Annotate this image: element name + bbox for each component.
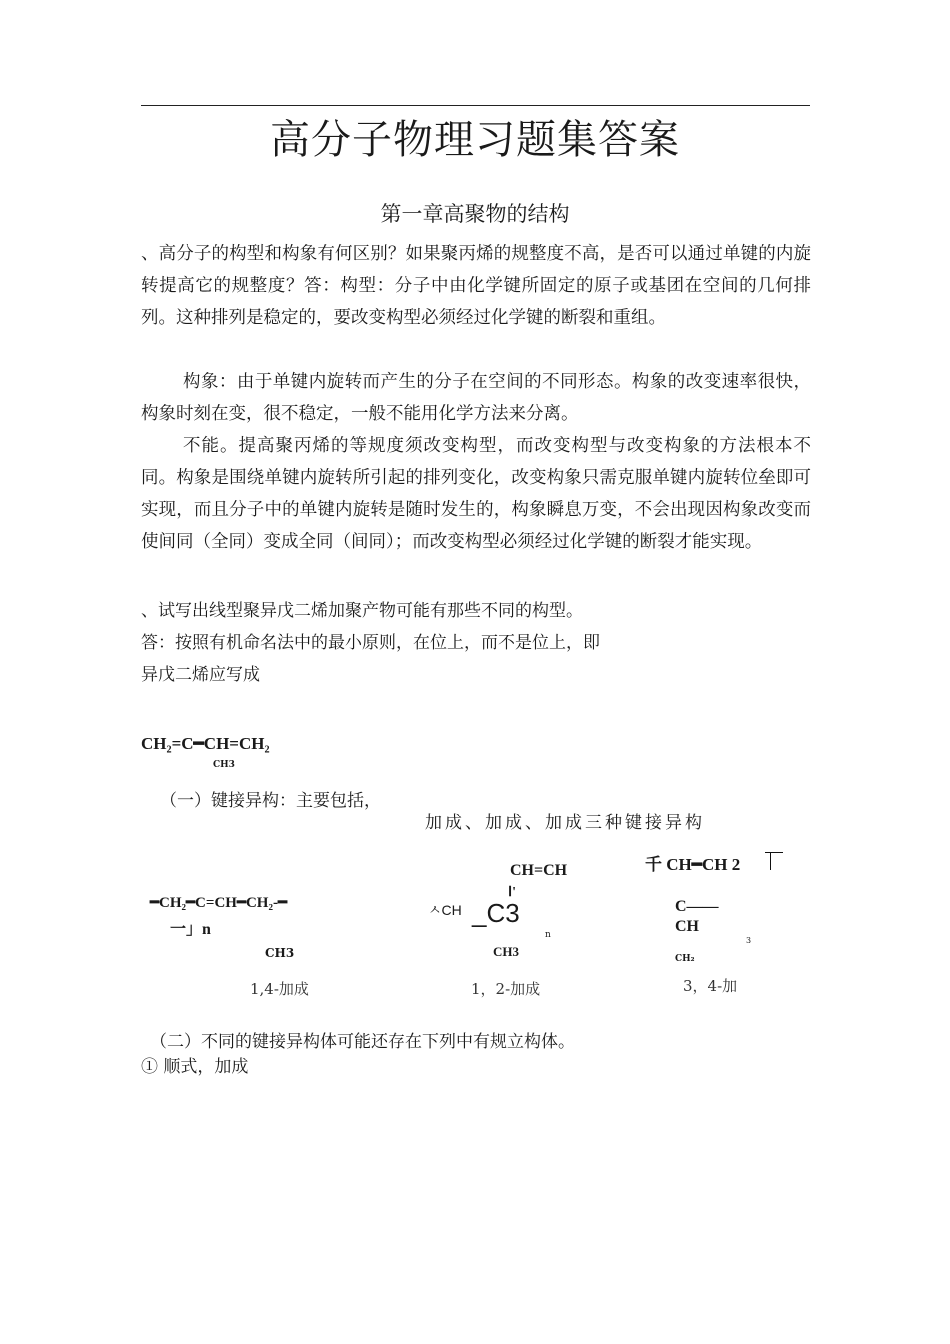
caption-1-4-text: 1,4-加成 [250,980,309,998]
answer-conformation: 构象：由于单键内旋转而产生的分子在空间的不同形态。构象的改变速率很快，构象时刻在变，很不稳定，一般不能用化学方法来分离。 [141,372,811,424]
structure-1-2-left: ㅅCH [428,902,462,918]
bracket-side [770,852,771,870]
structure-3-4-subscript: 3 [746,936,752,945]
caption-1-2-text: 1，2-加成 [471,980,541,998]
header-rule [141,105,810,106]
caption-1-2 [471,978,551,998]
formula-intro: 异戊二烯应写成 [141,665,260,685]
structure-1-2-n: n [545,930,551,940]
answer-conclusion: 不能。提高聚丙烯的等规度须改变构型，而改变构型与改变构象的方法根本不同。构象是围绕单键内旋转所引起的排列变化，改变构象只需克服单键内旋转位垒即可实现，而且分子中的单键内旋转是随时发生的，构象瞬息万变，不会出现因构象改变而使间同（全同）变成全同（间同）；而改变构型必须经过化学键的断裂才能实现。 [141,436,811,552]
structure-1-4-tail: 一」n [170,921,211,938]
structure-1-2-c3: _C3 [472,898,520,928]
caption-3-4-text: 3，4-加 [683,977,738,995]
isomer-header [425,808,785,833]
structure-3-4-top [645,848,765,874]
answer-2: 答：按照有机命名法中的最小原则，在位上，而不是位上，即 [141,633,600,653]
chapter-heading: 第一章高聚物的结构 [380,202,570,226]
structure-3-4-top-text: 千 CH━CH 2 [645,855,741,874]
isoprene-methyl: CH3 [213,760,235,770]
bracket-top [765,852,783,853]
structure-3-4-c: C—— [675,898,719,915]
structure-3-4-ch: CH [675,918,699,935]
stereo-intro: （二）不同的键接异构体可能还存在下列中有规立构体。 [150,1032,575,1052]
isomer-header-text: 加成、加成、加成三种键接异构 [425,813,705,833]
document-title: 高分子物理习题集答案 [270,117,680,163]
structure-3-4-ch2-text: CH₂ [675,954,695,964]
question-1: 、高分子的构型和构象有何区别？如果聚丙烯的规整度不高，是否可以通过单键的内旋转提高它的规整度？答：构型：分子中由化学键所固定的原子或基团在空间的几何排列。这种排列是稳定的，要改变构型必须经过化学键的断裂和重组。 [141,244,811,328]
caption-3-4 [683,975,763,995]
question-2: 、试写出线型聚异戊二烯加聚产物可能有那些不同的构型。 [141,601,583,621]
caption-1-4 [250,978,330,998]
structure-1-2-methyl: CH3 [493,944,519,959]
stereo-item-1: ① 顺式，加成 [141,1057,249,1077]
isomer-intro: （一）键接异构：主要包括， [160,791,381,811]
structure-1-2-tick: Ⅰ' [508,885,517,900]
structure-1-4-chain: ━CH₂━C=CH━CH₂-━ [150,895,287,911]
structure-1-4-methyl: CH3 [265,946,295,960]
structure-1-2-vinyl: CH=CH [510,862,568,879]
isoprene-formula: CH₂=C━CH=CH₂ [141,734,270,753]
structure-3-4-ch2 [675,954,705,964]
